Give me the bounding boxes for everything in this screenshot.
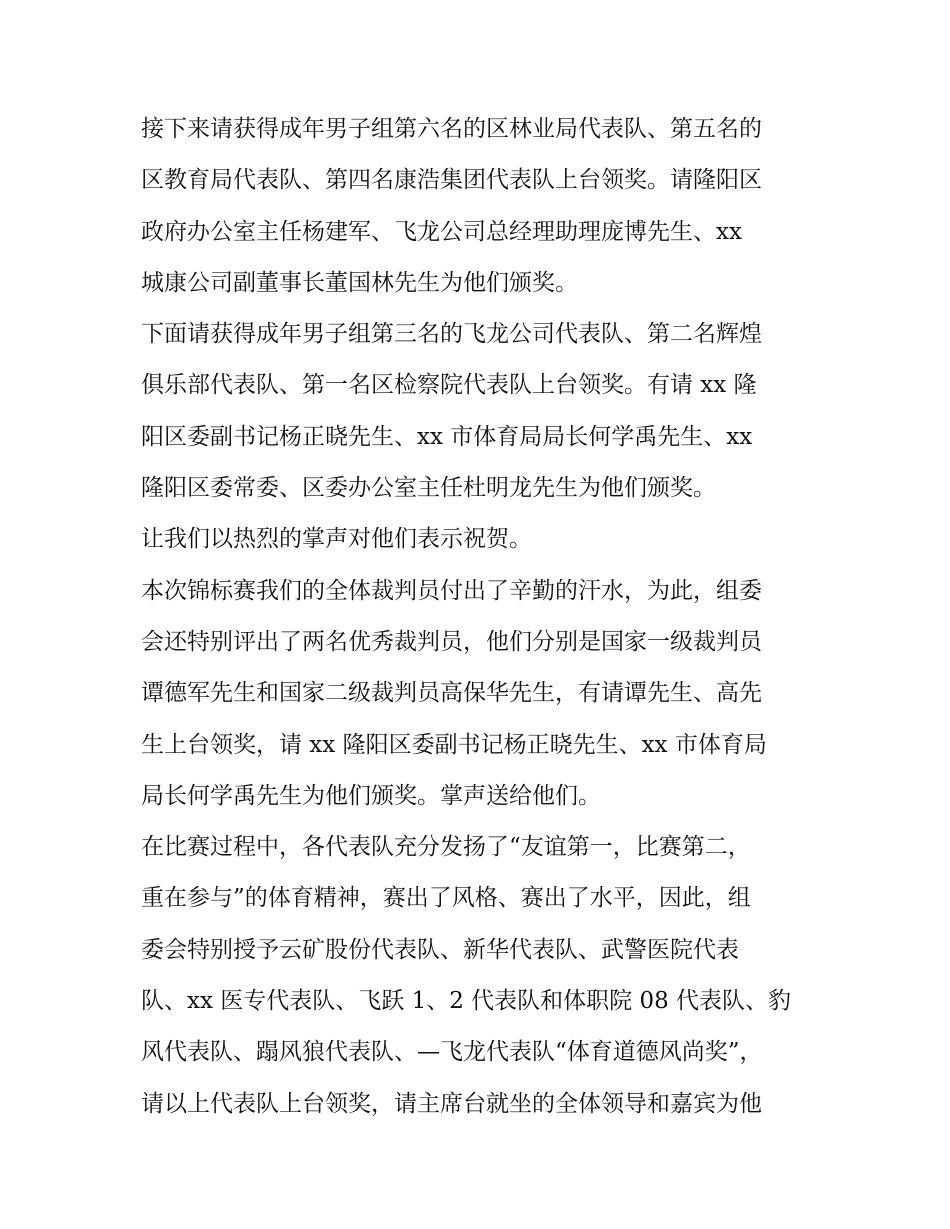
text-line: 政府办公室主任杨建军、飞龙公司总经理助理庞博先生、xx [141,218,742,245]
text-line: 局长何学禹先生为他们颁奖。掌声送给他们。 [141,782,601,809]
text-line: 本次锦标赛我们的全体裁判员付出了辛勤的汗水，为此，组委 [141,577,762,604]
text-line: 生上台领奖，请 xx 隆阳区委副书记杨正晓先生、xx 市体育局 [141,731,767,758]
text-line: 重在参与”的体育精神，赛出了风格、赛出了水平，因此，组 [141,885,751,912]
text-line: 风代表队、蹋风狼代表队、—飞龙代表队“体育道德风尚奖”， [141,1039,763,1066]
text-line: 俱乐部代表队、第一名区检察院代表队上台领奖。有请 xx 隆 [141,372,757,399]
text-line: 接下来请获得成年男子组第六名的区林业局代表队、第五名的 [141,116,762,142]
text-line: 城康公司副董事长董国林先生为他们颁奖。 [141,269,578,296]
text-line: 队、xx 医专代表队、飞跃 1、2 代表队和体职院 08 代表队、豹 [141,988,792,1015]
text-line: 隆阳区委常委、区委办公室主任杜明龙先生为他们颁奖。 [141,475,716,502]
text-line: 委会特别授予云矿股份代表队、新华代表队、武警医院代表 [141,936,739,963]
text-line: 会还特别评出了两名优秀裁判员，他们分别是国家一级裁判员 [141,628,762,655]
text-line: 区教育局代表队、第四名康浩集团代表队上台领奖。请隆阳区 [141,167,762,194]
document-body [141,104,816,1130]
text-line: 让我们以热烈的掌声对他们表示祝贺。 [141,526,532,553]
text-line: 下面请获得成年男子组第三名的飞龙公司代表队、第二名辉煌 [141,321,762,348]
text-line: 阳区委副书记杨正晓先生、xx 市体育局局长何学禹先生、xx [141,423,753,450]
text-line: 谭德军先生和国家二级裁判员高保华先生，有请谭先生、高先 [141,680,762,707]
text-line: 请以上代表队上台领奖，请主席台就坐的全体领导和嘉宾为他 [141,1090,762,1117]
text-line: 在比赛过程中，各代表队充分发扬了“友谊第一，比赛第二， [141,834,751,861]
